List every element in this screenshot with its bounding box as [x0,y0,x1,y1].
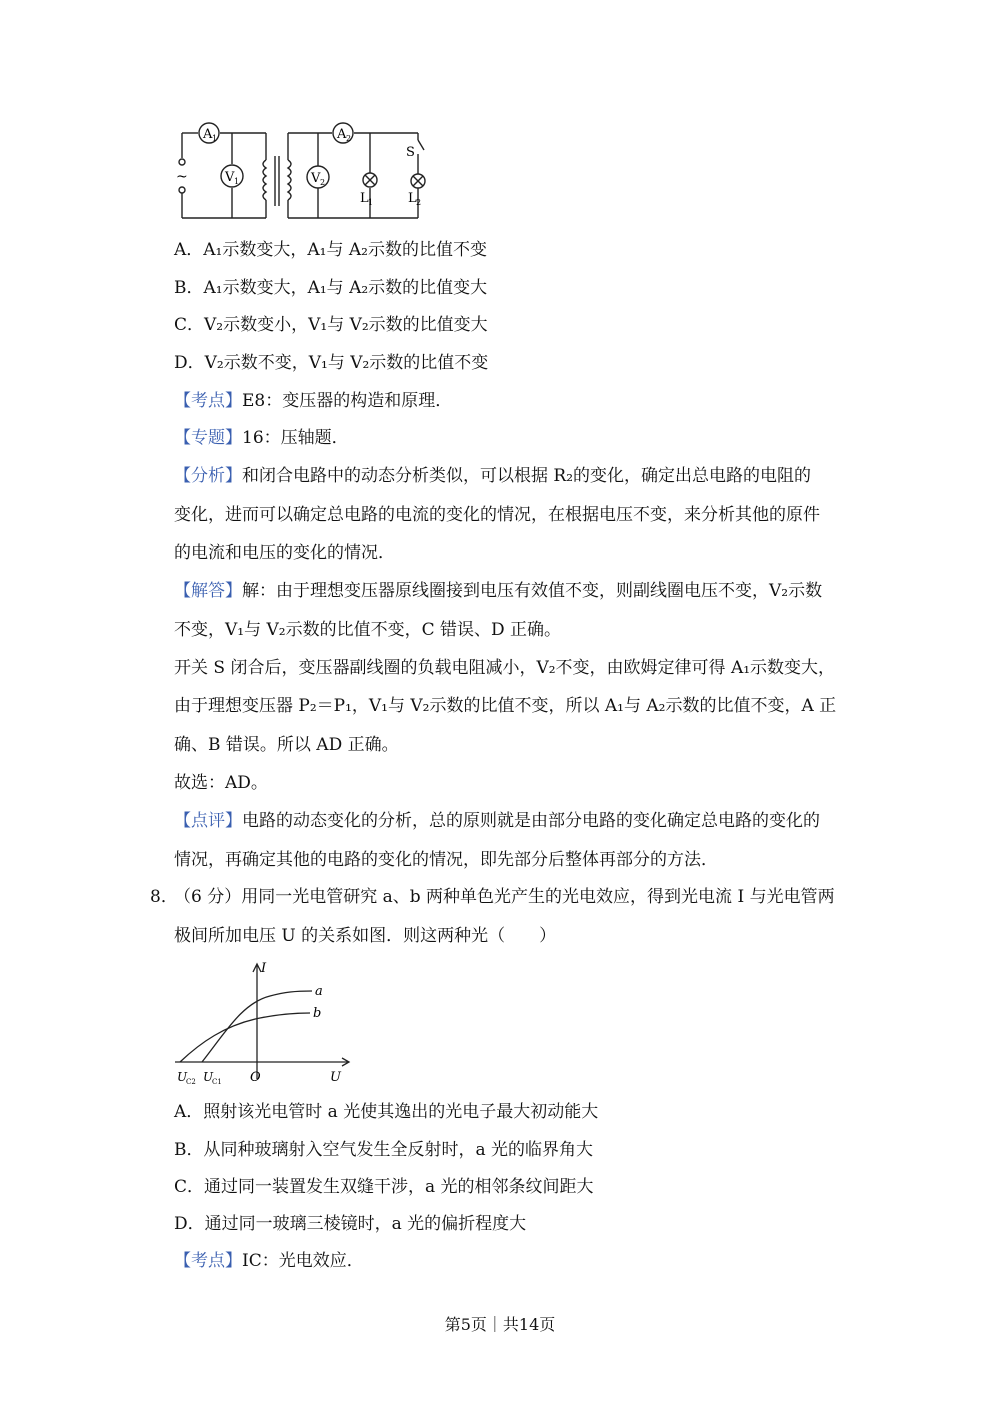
page-footer: 第5页｜共14页 [444,1315,556,1334]
svg-text:2: 2 [320,178,326,187]
curve-b-label: b [313,1006,322,1021]
q7-fenxi: 【分析】和闭合电路中的动态分析类似，可以根据 R₂的变化，确定出总电路的电阻的 [174,466,812,486]
voltmeter-v2-label: V [311,171,321,186]
q8-option-d: D．通过同一玻璃三棱镜时，a 光的偏折程度大 [174,1214,527,1234]
q8-number: 8． [150,887,178,907]
lamp-l2-label: L [408,191,417,206]
q7-option-a: A．A₁示数变大，A₁与 A₂示数的比值不变 [174,240,487,260]
uc1-label: U [203,1070,214,1084]
q7-jieda-line2: 不变，V₁与 V₂示数的比值不变，C 错误、D 正确。 [174,620,562,640]
svg-text:C1: C1 [212,1078,222,1085]
y-axis-label: I [261,961,267,976]
ac-source-symbol: ~ [176,169,188,185]
q7-option-b: B．A₁示数变大，A₁与 A₂示数的比值变大 [174,278,488,298]
q7-option-d: D．V₂示数不变，V₁与 V₂示数的比值不变 [174,353,489,373]
svg-text:1: 1 [234,177,240,186]
q7-kaodian: 【考点】E8：变压器的构造和原理． [174,391,453,411]
x-axis-label: U [330,1070,341,1085]
curve-a-label: a [315,984,323,999]
svg-text:2: 2 [416,198,422,207]
q8-stem-line2: 极间所加电压 U 的关系如图．则这两种光（ ） [174,926,557,946]
q7-answer: 故选：AD。 [174,773,268,793]
q8-kaodian: 【考点】IC：光电效应． [174,1251,364,1271]
ammeter-a2-label: A [337,127,347,142]
q7-jieda-line5: 确、B 错误。所以 AD 正确。 [174,735,399,755]
q7-jieda: 【解答】解：由于理想变压器原线圈接到电压有效值不变，则副线圈电压不变，V₂示数 [174,581,823,601]
curve-b [180,1013,310,1062]
lamp-l1-label: L [360,191,369,206]
transformer-circuit-diagram [170,118,440,223]
q7-option-c: C．V₂示数变小，V₁与 V₂示数的比值变大 [174,315,488,335]
svg-text:C2: C2 [186,1078,196,1085]
svg-text:1: 1 [212,134,218,143]
ammeter-a1-label: A [203,127,213,142]
q7-jieda-line4: 由于理想变压器 P₂＝P₁，V₁与 V₂示数的比值不变，所以 A₁与 A₂示数的比值不变，A 正 [174,696,837,716]
svg-text:1: 1 [368,198,374,207]
photoelectric-iv-graph [170,955,355,1085]
q7-fenxi-line2: 变化，进而可以确定总电路的电流的变化的情况，在根据电压不变，来分析其他的原件 [174,505,820,525]
q8-option-a: A．照射该光电管时 a 光使其逸出的光电子最大初动能大 [174,1102,599,1122]
q7-dianping: 【点评】电路的动态变化的分析，总的原则就是由部分电路的变化确定总电路的变化的 [174,811,820,831]
q8-stem: （6 分）用同一光电管研究 a、b 两种单色光产生的光电效应，得到光电流 I 与光电管两 [174,887,835,907]
origin-label: O [250,1070,261,1085]
q7-dianping-line2: 情况，再确定其他的电路的变化的情况，即先部分后整体再部分的方法． [174,850,718,870]
voltmeter-v1-label: V [225,170,235,185]
switch-s-label: S [406,145,415,160]
q8-option-c: C．通过同一装置发生双缝干涉，a 光的相邻条纹间距大 [174,1177,594,1197]
q7-fenxi-line3: 的电流和电压的变化的情况． [174,543,395,563]
svg-text:2: 2 [346,134,352,143]
q8-option-b: B．从同种玻璃射入空气发生全反射时，a 光的临界角大 [174,1140,594,1160]
uc2-label: U [177,1070,188,1084]
q7-zhuanti: 【专题】16：压轴题． [174,428,349,448]
q7-jieda-line3: 开关 S 闭合后，变压器副线圈的负载电阻减小，V₂不变，由欧姆定律可得 A₁示数变大， [174,658,836,678]
